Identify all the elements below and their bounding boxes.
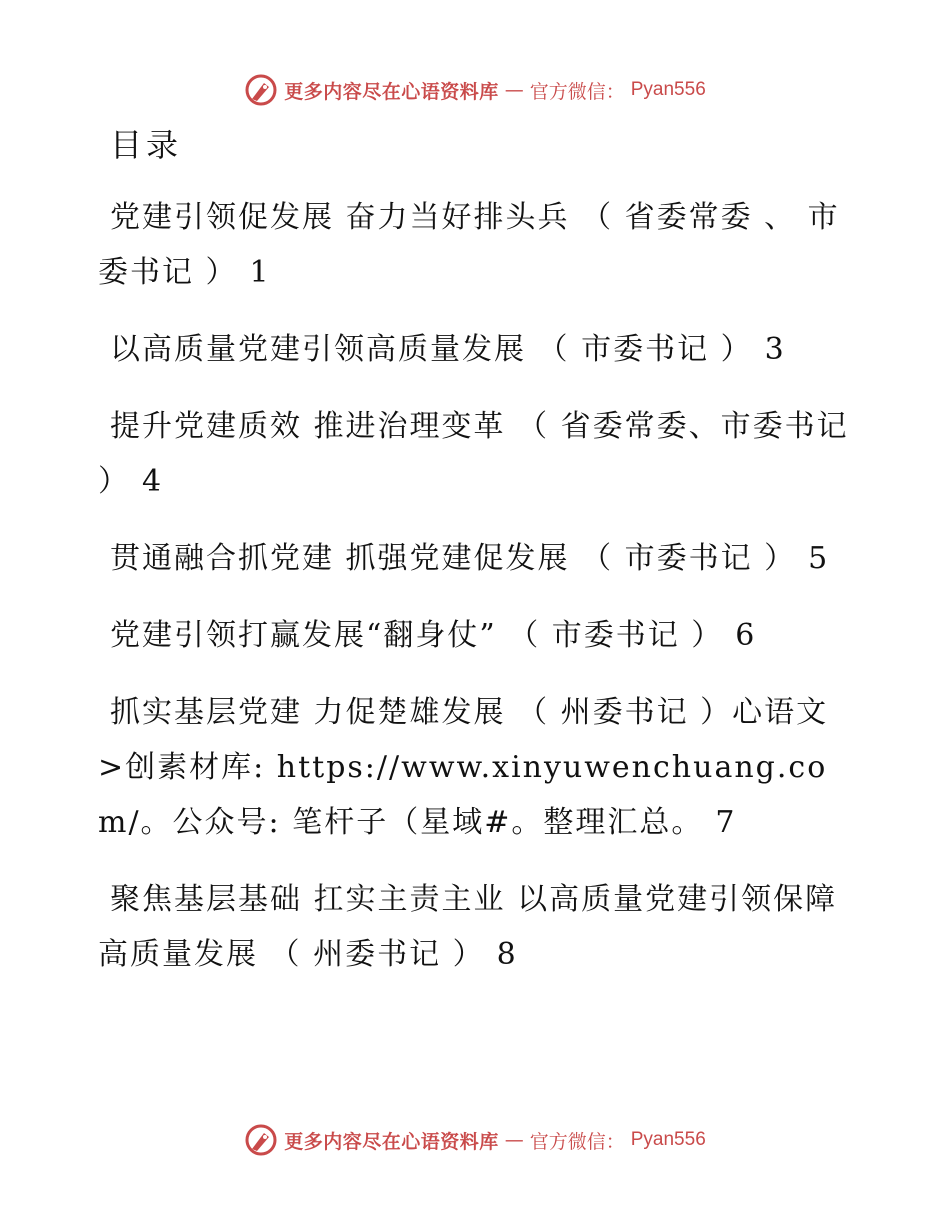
- toc-entry: [98, 399, 850, 509]
- toc-entry: [98, 685, 850, 850]
- toc-entry-page: 6: [735, 618, 757, 653]
- banner-separator: —: [504, 79, 524, 101]
- banner-wechat-label: 官方微信：: [529, 1130, 625, 1153]
- pen-nib-icon: [244, 73, 278, 107]
- toc-entry-title: 贯通融合抓党建 抓强党建促发展: [110, 541, 582, 576]
- toc-entry-title: 以高质量党建引领高质量发展: [110, 332, 538, 367]
- document-body: [98, 122, 850, 1004]
- toc-entry: [98, 322, 850, 377]
- footer-banner: [0, 1120, 950, 1160]
- toc-entry-author: （ 州委书记 ）心语文>创素材库: https://www.xinyuwenchuang.com/。公众号: 笔杆子（星域#。整理汇总。: [98, 695, 829, 840]
- toc-entry-author: （ 市委书记 ）: [508, 618, 724, 653]
- banner-wechat-label: 官方微信：: [529, 80, 625, 103]
- toc-entry-author: （ 省委常委、市委书记 ）: [98, 409, 849, 499]
- header-banner: [0, 70, 950, 110]
- toc-entry-title: 抓实基层党建 力促楚雄发展: [110, 695, 518, 730]
- toc-entry: [98, 531, 850, 586]
- banner-text: 更多内容尽在心语资料库: [284, 1130, 499, 1153]
- toc-entry: [98, 190, 850, 300]
- toc-entry-author: （ 市委书记 ）: [581, 541, 797, 576]
- toc-entry-page: 4: [142, 464, 164, 499]
- toc-heading: 目录: [110, 126, 183, 164]
- toc-entry-page: 1: [249, 255, 271, 290]
- pen-nib-icon: [244, 1123, 278, 1157]
- toc-entry-author: （ 省委常委 、 市委书记 ）: [98, 200, 840, 290]
- toc-entry-title: 聚焦基层基础 扛实主责主业 以高质量党建引领保障高质量发展: [98, 882, 838, 972]
- toc-entry-page: 3: [764, 332, 786, 367]
- toc-entry-title: 党建引领促发展 奋力当好排头兵: [110, 200, 582, 235]
- toc-entry: [98, 872, 850, 982]
- banner-separator: —: [504, 1129, 524, 1151]
- toc-entry-author: （ 市委书记 ）: [537, 332, 753, 367]
- toc-entry-author: （ 州委书记 ）: [269, 937, 485, 972]
- toc-entry-title: 提升党建质效 推进治理变革: [110, 409, 518, 444]
- toc-entry-page: 8: [496, 937, 518, 972]
- banner-wechat-id: Pyan556: [630, 79, 706, 100]
- banner-wechat-id: Pyan556: [630, 1129, 706, 1150]
- banner-text: 更多内容尽在心语资料库: [284, 80, 499, 103]
- toc-entry: [98, 608, 850, 663]
- toc-entry-page: 5: [808, 541, 830, 576]
- toc-entry-page: 7: [715, 805, 737, 840]
- toc-entry-title: 党建引领打赢发展“翻身仗”: [110, 618, 509, 653]
